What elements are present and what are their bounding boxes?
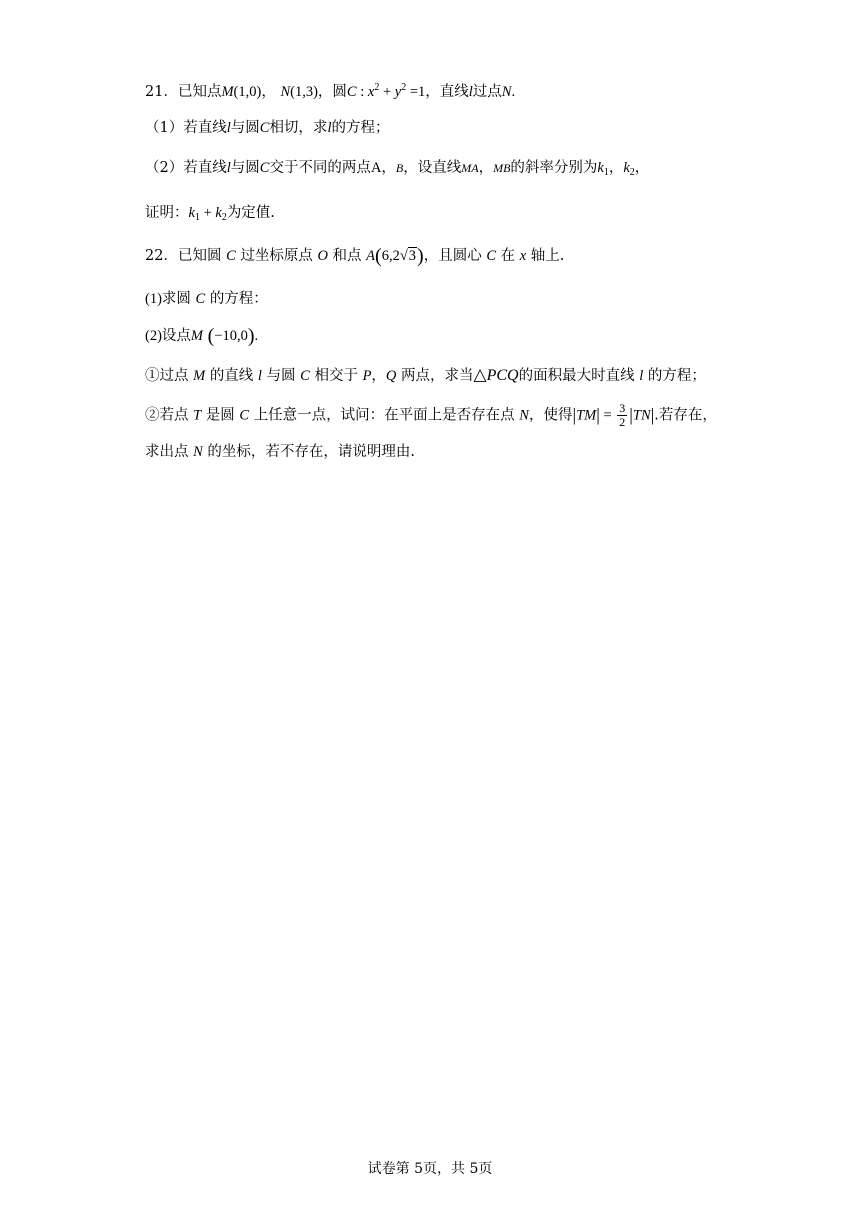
math-var: C: [300, 368, 310, 384]
text: .若存在，: [654, 407, 717, 424]
abs-bar: |: [572, 404, 577, 425]
text: 的方程；: [647, 368, 706, 384]
math-var: k: [597, 160, 604, 176]
math-exp: 2: [401, 82, 407, 93]
math-var: C: [259, 120, 270, 136]
text: 上任意一点，试问：在平面上是否存在点: [253, 407, 515, 424]
math-exp: 2: [374, 82, 380, 93]
fraction-numerator: 3: [619, 401, 626, 415]
math-var: x: [519, 248, 527, 264]
math-op: =1: [406, 84, 426, 100]
text: 过坐标原点: [240, 248, 313, 264]
math-var: l: [226, 120, 231, 136]
text: 的方程：: [209, 291, 268, 307]
part-label: (1): [145, 291, 162, 307]
right-paren: ): [417, 245, 424, 267]
text: ，圆: [317, 84, 347, 100]
math-sub: 2: [629, 167, 635, 178]
math-var: O: [317, 248, 328, 264]
q21-part1: [145, 118, 389, 138]
math-var: N: [280, 84, 291, 100]
sqrt-radicand: 3: [408, 248, 417, 264]
text: 若直线: [183, 160, 227, 176]
text: 与圆: [230, 120, 260, 136]
math-var: MB: [493, 161, 511, 175]
text: ，直线: [425, 84, 469, 100]
math-var: PCQ: [486, 367, 519, 384]
q21-part2: [145, 158, 649, 183]
text: ，: [381, 160, 396, 176]
sub-label: ①: [145, 368, 160, 384]
question-number: 21．: [145, 84, 178, 100]
q21-proof: [145, 203, 275, 228]
math-var: l: [257, 368, 262, 384]
math-var: l: [327, 120, 332, 136]
math-var: N: [519, 407, 529, 424]
text: 证明：: [145, 205, 189, 221]
math-var: l: [226, 160, 231, 176]
text: 的直线: [209, 368, 254, 384]
math-var: N: [501, 84, 512, 100]
math-op: +: [379, 84, 395, 100]
q22-sub2-cont: [145, 442, 415, 462]
text: ，: [608, 160, 624, 176]
math-op: +: [199, 205, 216, 221]
math-coord: 6,2: [381, 248, 400, 264]
math-sub: 2: [221, 212, 227, 223]
text: 的坐标，若不存在，请说明理由.: [207, 444, 415, 460]
math-var: TN: [632, 407, 651, 424]
text: .: [511, 84, 516, 100]
text: 设点: [161, 328, 191, 344]
sqrt-sign: √: [399, 248, 408, 264]
text: 与圆: [230, 160, 260, 176]
text: 的斜率分别为: [510, 160, 598, 176]
math-var: x: [367, 84, 375, 100]
text: 交于不同的两点: [269, 160, 371, 176]
math-var: l: [468, 84, 473, 100]
math-var: A: [370, 160, 382, 176]
text: 与圆: [266, 368, 296, 384]
part-label: （2）: [145, 160, 184, 176]
text: 的方程；: [331, 120, 390, 136]
math-var: TM: [576, 407, 597, 424]
page-footer: 试卷第 5页，共 5页: [367, 1161, 493, 1177]
text: ，: [371, 368, 386, 384]
math-var: A: [366, 248, 376, 264]
text: 为定值.: [226, 205, 275, 221]
text: 求出点: [145, 444, 189, 460]
math-var: P: [362, 368, 372, 384]
text: 相切，求: [269, 120, 328, 136]
triangle-symbol: △: [473, 365, 487, 384]
text: 两点，求当: [401, 368, 474, 384]
text: 已知圆: [177, 248, 222, 264]
math-var: y: [394, 84, 402, 100]
abs-bar: |: [650, 404, 655, 425]
right-paren: ): [247, 325, 255, 347]
text: ，: [261, 84, 276, 100]
fraction-denominator: 2: [619, 415, 626, 429]
text: 若直线: [183, 120, 227, 136]
text: 是圆: [205, 407, 235, 424]
math-var: C: [226, 248, 236, 264]
text: 相交于: [314, 368, 358, 384]
text: 过点: [159, 368, 189, 384]
text: 过点: [472, 84, 502, 100]
math-coord: −10,0: [214, 328, 248, 344]
math-var: k: [188, 205, 195, 221]
math-var: C: [259, 160, 270, 176]
math-op: :: [356, 84, 368, 100]
text: ，设直线: [403, 160, 462, 176]
q21-stem: [145, 78, 515, 102]
math-var: MA: [461, 161, 479, 175]
fraction: [617, 402, 627, 429]
q22-part1: [145, 289, 268, 309]
text: 求圆: [161, 291, 191, 307]
math-var: C: [486, 248, 496, 264]
text: 轴上.: [530, 248, 565, 264]
math-coord: (1,3): [290, 84, 318, 100]
part-label: （1）: [145, 120, 184, 136]
text: 的面积最大时直线: [518, 368, 635, 384]
math-sub: 1: [603, 167, 609, 178]
text: 若点: [159, 407, 189, 424]
math-var: k: [623, 160, 630, 176]
text: ，: [634, 160, 650, 176]
math-var: M: [190, 328, 204, 344]
q22-stem: [145, 246, 564, 266]
math-var: C: [239, 407, 250, 424]
text: ，使得: [528, 407, 573, 424]
math-var: M: [221, 84, 234, 100]
math-var: l: [639, 368, 644, 384]
math-var: N: [193, 444, 203, 460]
math-var: C: [346, 84, 357, 100]
abs-bar: |: [629, 404, 633, 425]
sub-label: ②: [145, 407, 160, 424]
text: ，: [478, 160, 494, 176]
q22-sub2: [145, 402, 717, 429]
q22-sub1: [145, 365, 706, 386]
math-var: k: [215, 205, 222, 221]
math-var: T: [193, 407, 202, 424]
text: ，且圆心: [423, 248, 482, 264]
text: .: [254, 328, 259, 344]
math-coord: (1,0): [233, 84, 262, 100]
text: 在: [500, 248, 516, 264]
math-var: Q: [385, 368, 397, 384]
abs-bar: |: [596, 404, 600, 425]
text: 已知点: [177, 84, 222, 100]
left-paren: (: [207, 325, 215, 347]
question-number: 22．: [145, 248, 178, 264]
left-paren: (: [375, 245, 382, 267]
math-op: =: [599, 407, 616, 424]
part-label: (2): [145, 328, 162, 344]
math-var: B: [395, 161, 404, 175]
math-sub: 1: [194, 212, 200, 223]
math-var: C: [195, 291, 206, 307]
math-var: M: [193, 368, 206, 384]
text: 和点: [332, 248, 362, 264]
q22-part2: [145, 326, 258, 346]
